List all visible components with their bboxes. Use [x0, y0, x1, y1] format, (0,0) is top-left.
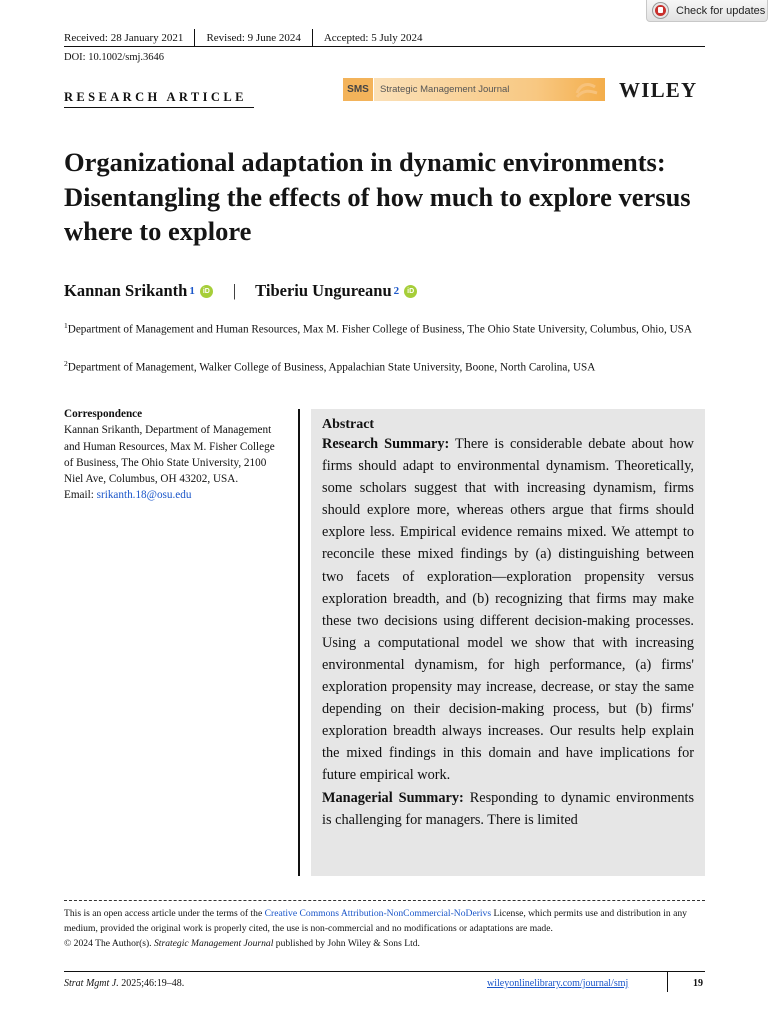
abstract-box: [311, 409, 705, 876]
research-summary: [322, 433, 694, 787]
accepted-date: Accepted: 5 July 2024: [323, 32, 423, 44]
correspondence-heading: Correspondence: [64, 408, 143, 420]
affiliation-text: Department of Management and Human Resources, Max M. Fisher College of Business, The Ohio State University, Columbus, Ohio, USA: [67, 323, 692, 336]
affiliation-number: 1: [64, 321, 68, 330]
affiliation-text: Department of Management, Walker College of Business, Appalachian State University, Boone, North Carolina, USA: [67, 361, 596, 374]
copyright-post: published by John Wiley & Sons Ltd.: [275, 937, 420, 949]
journal-logo-icon: [573, 79, 599, 99]
author-affil-ref[interactable]: 1: [189, 285, 195, 297]
affiliation: [64, 318, 704, 338]
article-type: RESEARCH ARTICLE: [64, 90, 247, 104]
orcid-icon[interactable]: iD: [404, 285, 417, 298]
email-label: Email:: [64, 489, 94, 502]
doi: DOI: 10.1002/smj.3646: [64, 52, 165, 63]
journal-url-link[interactable]: wileyonlinelibrary.com/journal/smj: [487, 978, 629, 989]
copyright-pre: © 2024 The Author(s).: [64, 937, 152, 949]
research-summary-label: Research Summary:: [322, 436, 450, 452]
citation-details: 2025;46:19–48.: [121, 978, 185, 989]
journal-name: Strategic Management Journal: [380, 84, 510, 95]
check-for-updates-button[interactable]: [646, 0, 768, 22]
correspondence: [64, 406, 286, 504]
affiliation: [64, 356, 704, 376]
author-name[interactable]: Tiberiu Ungureanu: [255, 281, 392, 300]
publisher-logo: WILEY: [619, 78, 698, 102]
license-note: [64, 907, 705, 951]
email-link[interactable]: srikanth.18@osu.edu: [96, 489, 192, 502]
citation-journal: Strat Mgmt J.: [64, 978, 119, 989]
managerial-summary-label: Managerial Summary:: [322, 789, 464, 806]
footer-rule: [64, 971, 705, 972]
affiliation-number: 2: [64, 359, 68, 368]
author-name[interactable]: Kannan Srikanth: [64, 281, 188, 300]
history-dates: [64, 29, 434, 47]
crossmark-icon: [653, 3, 668, 18]
received-date: Received: 28 January 2021: [64, 29, 195, 47]
managerial-summary-text: Responding to dynamic environments is challenging for managers. There is limited: [322, 789, 695, 828]
correspondence-address: Kannan Srikanth, Department of Management and Human Resources, Max M. Fisher College of Business, The Ohio State University, 2100 Niel Ave, Columbus, OH 43202, USA.: [64, 424, 275, 486]
header-rule: [64, 46, 705, 47]
journal-name-box: [373, 78, 605, 101]
author-separator: |: [232, 281, 237, 300]
article-title: Organizational adaptation in dynamic environments: Disentangling the effects of how much to explore versus where to explore: [64, 147, 691, 246]
footnote-rule: [64, 900, 705, 901]
copyright-journal: Strategic Management Journal: [154, 937, 274, 949]
abstract-divider: [298, 409, 300, 876]
footer-divider: [667, 972, 668, 992]
check-for-updates-label: Check for updates: [676, 4, 766, 17]
research-summary-text: There is considerable debate about how firms should adapt to environmental dynamism. Theoretically, some scholars suggest that with increasing dynamism, firms should explore more, whereas others argue that firms should explore less. Empirical evidence remains mixed. We attempt to reconcile these mixed findings by (a) distinguishing between two facets of exploration—exploration propensity versus exploration breadth, and (b) recognizing that firms may make these two decisions using different decision-making processes. Using a computational model we show that with increasing environmental dynamism, for high performance, (a) firms' exploration propensity may increase, decrease, or stay the same depending on their decision-making process, but (b) firms' exploration breadth always increases. Our results help explain the mixed findings in this domain and have implications for future empirical work.: [322, 436, 694, 784]
revised-date: Revised: 9 June 2024: [195, 29, 312, 47]
license-post: License, which permits use and distribution in any medium, provided the original work is properly cited, the use is non-commercial and no modifications or adaptations are made.: [64, 908, 687, 934]
article-type-underline: [64, 107, 254, 108]
abstract-heading: Abstract: [322, 417, 375, 432]
correspondence-email-line: [64, 487, 286, 503]
managerial-summary: [322, 787, 694, 831]
journal-banner[interactable]: [343, 78, 605, 101]
orcid-icon[interactable]: iD: [200, 285, 213, 298]
author-list: [64, 281, 417, 301]
author-affil-ref[interactable]: 2: [393, 285, 400, 297]
citation: [64, 978, 184, 989]
page-number: 19: [693, 978, 703, 989]
license-link[interactable]: Creative Commons Attribution-NonCommercial-NoDerivs: [264, 908, 492, 919]
license-pre: This is an open access article under the terms of the: [64, 908, 263, 919]
journal-abbr: SMS: [343, 78, 373, 101]
